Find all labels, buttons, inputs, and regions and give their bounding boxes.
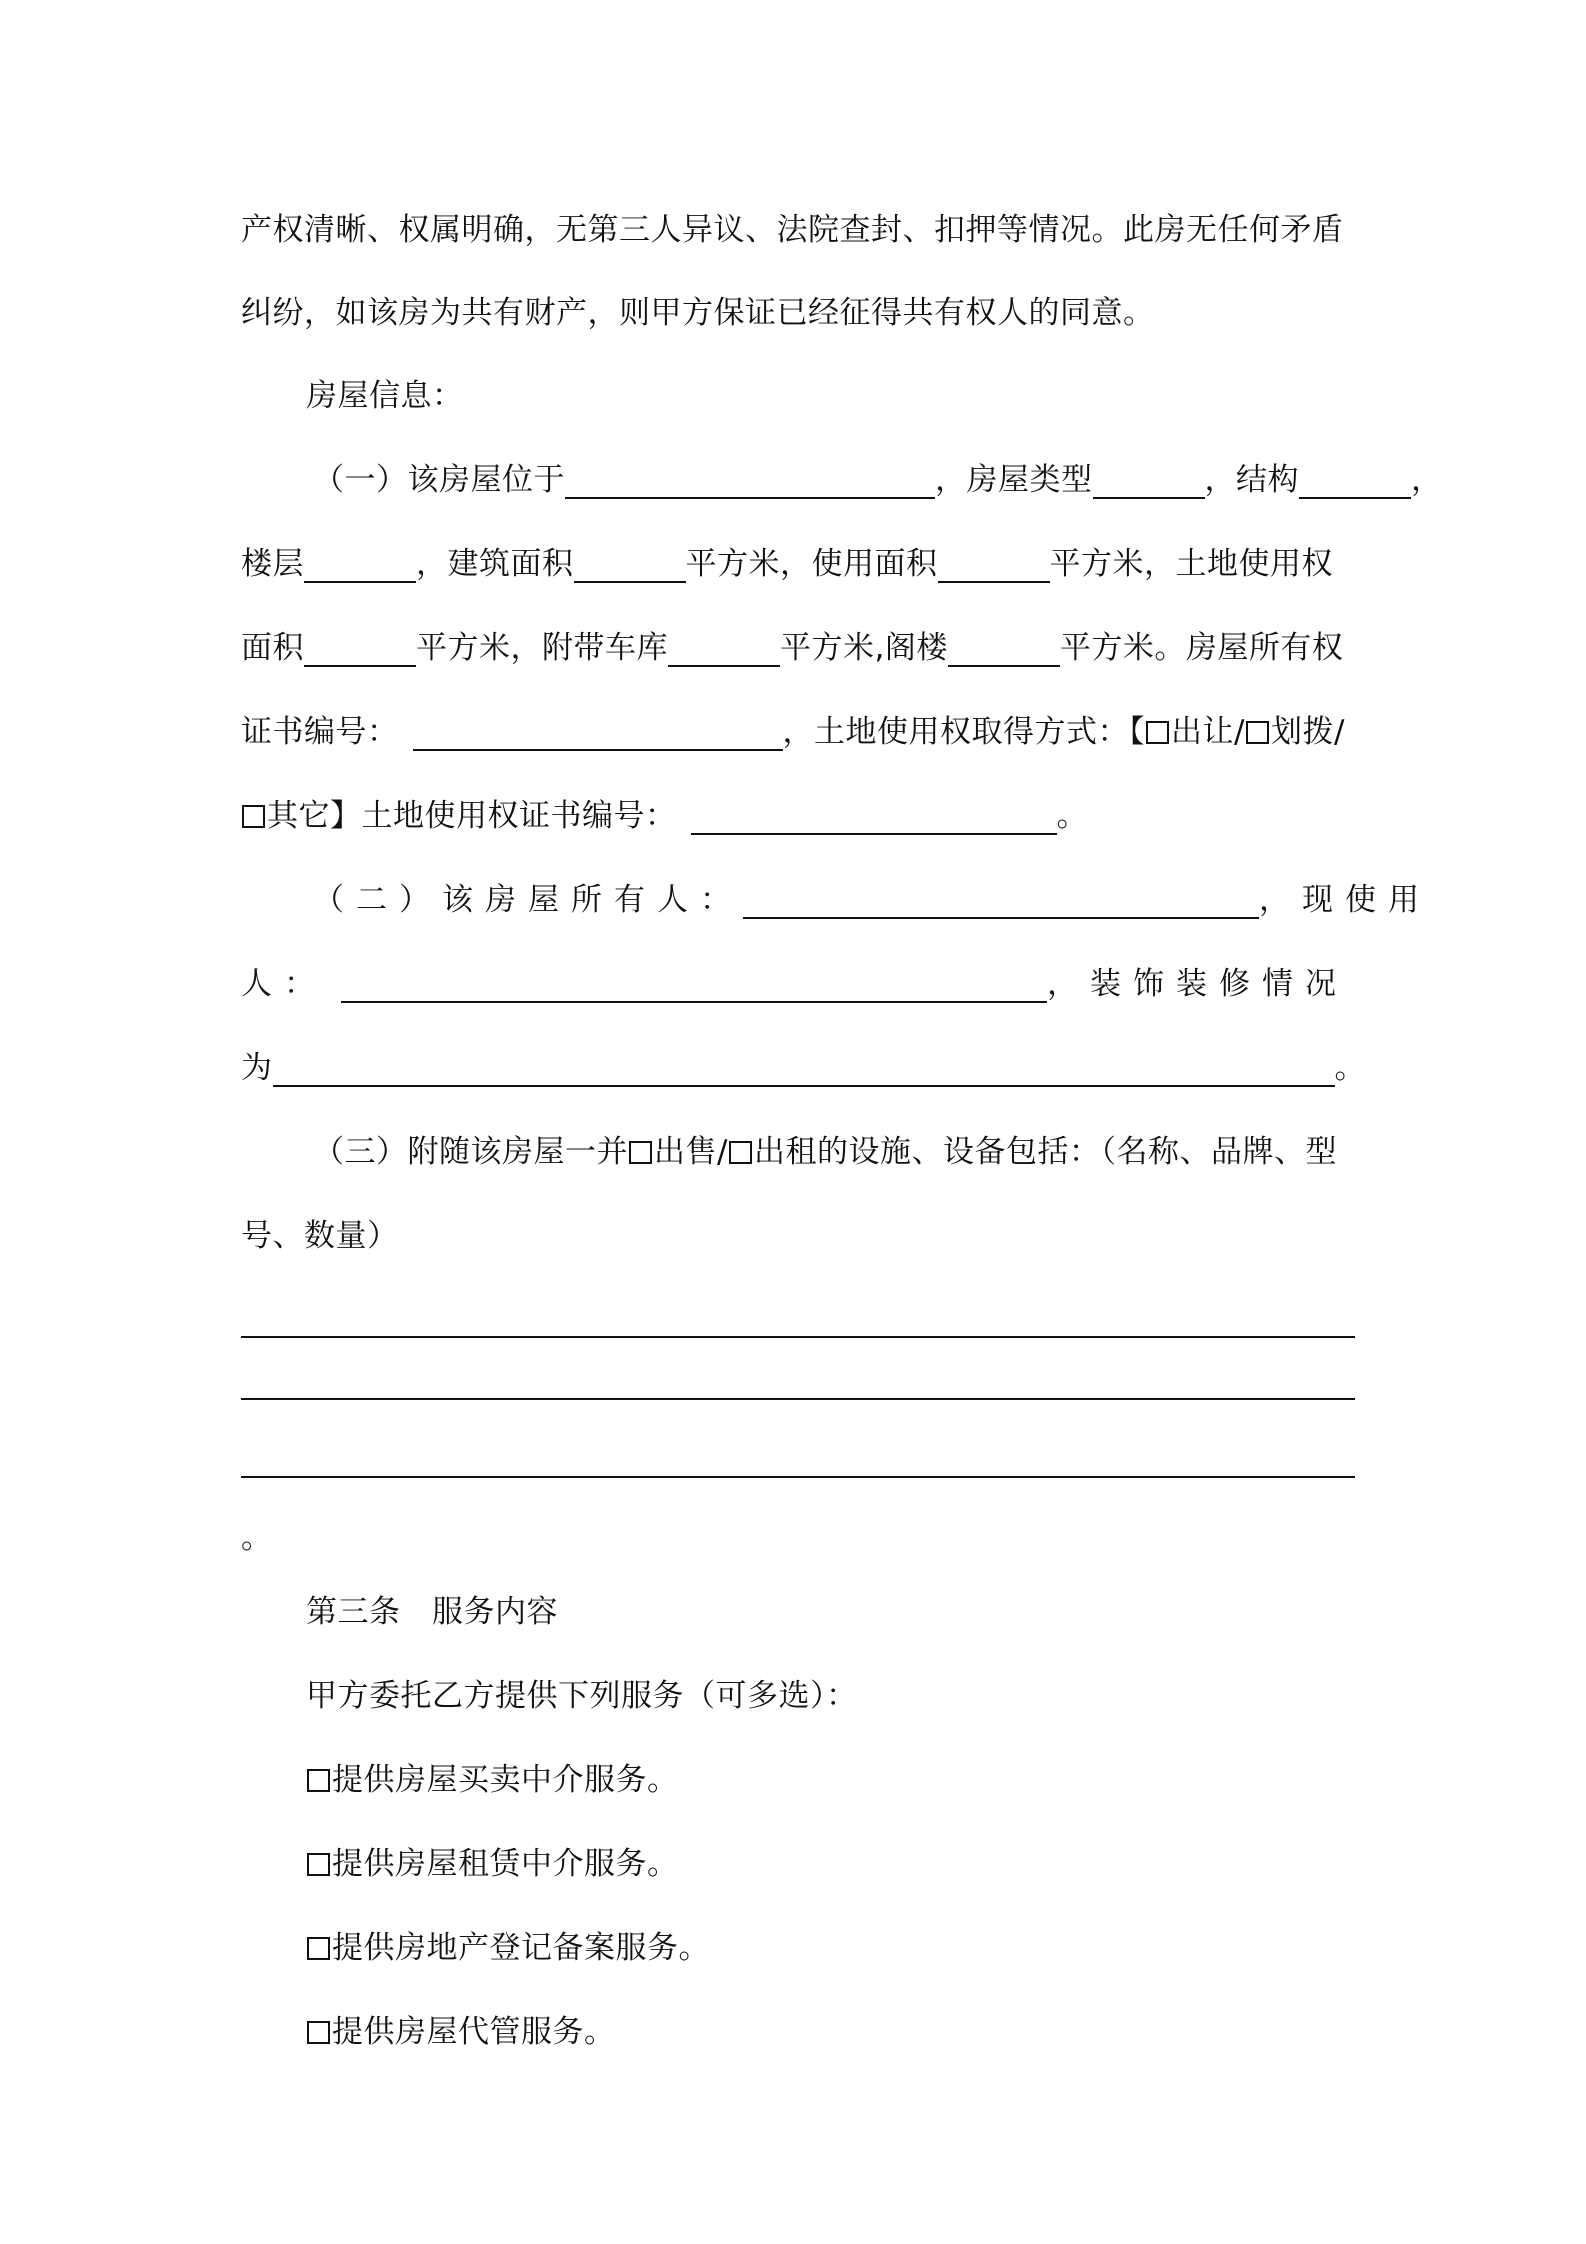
service-label: 提供房屋代管服务。 (332, 2014, 616, 2050)
service-option (306, 1750, 679, 1810)
service-option (306, 1834, 679, 1894)
article-intro: 甲方委托乙方提供下列服务（可多选）： (306, 1678, 858, 1714)
house-info-line-1 (313, 450, 1443, 510)
usable-area-blank[interactable] (938, 547, 1050, 583)
service-checkbox[interactable] (307, 1853, 330, 1876)
text: ，建筑面积 (416, 546, 574, 582)
text: 为 (241, 1050, 273, 1086)
text: （二）该房屋所有人： (313, 882, 743, 918)
service-label: 提供房屋买卖中介服务。 (332, 1762, 679, 1798)
house-type-blank[interactable] (1093, 463, 1205, 499)
service-label: 提供房地产登记备案服务。 (332, 1930, 710, 1966)
facilities-blank-line[interactable] (241, 1398, 1355, 1400)
text: ，装饰装修情况 (1047, 966, 1348, 1002)
text: 平方米,阁楼 (780, 630, 948, 666)
text: 其它】土地使用权证书编号： (267, 798, 677, 834)
floor-blank[interactable] (304, 547, 416, 583)
allocation-checkbox[interactable] (1246, 721, 1269, 744)
text: 楼层 (241, 546, 304, 582)
text: 证书编号： (241, 714, 399, 750)
rent-checkbox[interactable] (729, 1141, 752, 1164)
garage-area-blank[interactable] (668, 631, 780, 667)
house-info-line-3 (241, 618, 1343, 678)
paragraph-line: 产权清晰、权属明确，无第三人异议、法院查封、扣押等情况。此房无任何矛盾 (241, 212, 1344, 248)
text: ， (1411, 462, 1443, 498)
land-certificate-blank[interactable] (691, 799, 1057, 835)
service-label: 提供房屋租赁中介服务。 (332, 1846, 679, 1882)
text: 出租的设施、设备包括：（名称、品牌、型 (753, 1134, 1337, 1170)
text: 人： (241, 966, 327, 1002)
section-heading: 房屋信息： (306, 378, 464, 414)
text: 平方米，土地使用权 (1049, 546, 1333, 582)
certificate-number-blank[interactable] (413, 715, 783, 751)
service-checkbox[interactable] (307, 2021, 330, 2044)
other-checkbox[interactable] (242, 805, 265, 828)
facilities-line (313, 1122, 1337, 1182)
sale-checkbox[interactable] (629, 1141, 652, 1164)
facilities-blank-line[interactable] (241, 1476, 1355, 1478)
text: 平方米。房屋所有权 (1059, 630, 1344, 666)
structure-blank[interactable] (1299, 463, 1411, 499)
decoration-line (241, 1038, 1366, 1098)
attic-area-blank[interactable] (948, 631, 1060, 667)
owner-blank[interactable] (743, 883, 1259, 919)
text: ，结构 (1204, 462, 1299, 498)
facilities-blank-line[interactable] (241, 1336, 1355, 1338)
article-heading: 第三条 服务内容 (306, 1594, 558, 1630)
text: 。 (1334, 1050, 1366, 1086)
service-checkbox[interactable] (307, 1769, 330, 1792)
owner-line (313, 870, 1431, 930)
land-area-blank[interactable] (304, 631, 416, 667)
text: 。 (1056, 798, 1088, 834)
text: ，房屋类型 (935, 462, 1093, 498)
text: 出售/ (654, 1134, 728, 1170)
transfer-checkbox[interactable] (1146, 721, 1169, 744)
facilities-line-2: 号、数量） (241, 1218, 399, 1254)
building-area-blank[interactable] (574, 547, 686, 583)
text: （一）该房屋位于 (313, 462, 565, 498)
text: （三）附随该房屋一并 (313, 1134, 628, 1170)
house-info-line-5 (241, 786, 1088, 846)
service-checkbox[interactable] (307, 1937, 330, 1960)
house-info-line-4 (241, 702, 1345, 762)
user-blank[interactable] (341, 967, 1047, 1003)
facilities-end-mark: 。 (241, 1520, 273, 1556)
decoration-blank[interactable] (273, 1051, 1335, 1087)
text: ，土地使用权取得方式：【 (782, 714, 1145, 750)
text: 出让/ (1171, 714, 1245, 750)
user-line (241, 954, 1348, 1014)
paragraph-line: 纠纷，如该房为共有财产，则甲方保证已经征得共有权人的同意。 (241, 295, 1155, 331)
service-option (306, 1918, 710, 1978)
service-option (306, 2002, 616, 2062)
text: 划拨/ (1270, 714, 1345, 750)
text: 平方米，附带车库 (416, 630, 668, 666)
text: 平方米，使用面积 (685, 546, 938, 582)
location-blank[interactable] (565, 463, 935, 499)
house-info-line-2 (241, 534, 1333, 594)
text: ，现使用 (1259, 882, 1431, 918)
text: 面积 (241, 630, 304, 666)
